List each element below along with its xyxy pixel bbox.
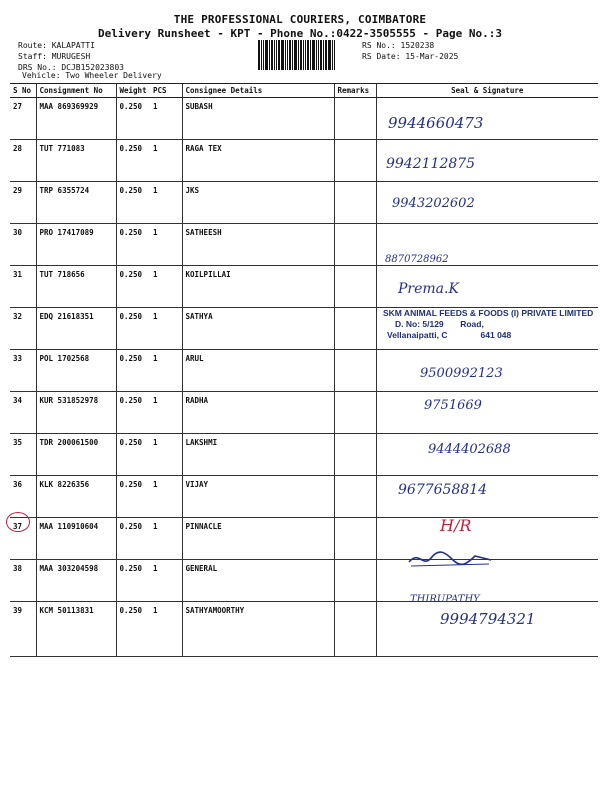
signature-row-34: 9751669 <box>424 398 482 413</box>
table-row <box>10 392 598 434</box>
cell-pcs: 1 <box>150 392 182 434</box>
cell-weight: 0.250 <box>116 560 150 602</box>
route-label: Route: KALAPATTI <box>18 41 96 50</box>
barcode-bar <box>292 40 293 70</box>
cell-remarks <box>334 434 376 476</box>
cell-sno: 38 <box>10 560 36 602</box>
cell-sno: 33 <box>10 350 36 392</box>
rs-date-label: RS Date: 15-Mar-2025 <box>362 52 459 61</box>
table-row <box>10 476 598 518</box>
cell-remarks <box>334 182 376 224</box>
cell-remarks <box>334 560 376 602</box>
cell-sno: 39 <box>10 602 36 657</box>
cell-remarks <box>334 140 376 182</box>
col-header-consignee: Consignee Details <box>182 84 334 98</box>
barcode-bar <box>332 40 333 70</box>
cell-consignment: TDR 200061500 <box>36 434 116 476</box>
cell-weight: 0.250 <box>116 224 150 266</box>
barcode-bar <box>294 40 297 70</box>
cell-consignee: KOILPILLAI <box>182 266 334 308</box>
cell-weight: 0.250 <box>116 266 150 308</box>
barcode-bar <box>316 40 317 70</box>
row-37-circle-mark <box>6 512 30 532</box>
cell-sno: 37 <box>10 518 36 560</box>
table-row <box>10 518 598 560</box>
stamp-line-1: SKM ANIMAL FEEDS & FOODS (I) PRIVATE LIMITED <box>383 308 594 318</box>
cell-pcs: 1 <box>150 224 182 266</box>
runsheet-table <box>10 83 598 657</box>
barcode-bar <box>278 40 280 70</box>
signature-row-39-phone: 9994794321 <box>440 610 536 628</box>
cell-pcs: 1 <box>150 182 182 224</box>
cell-consignment: KCM 50113831 <box>36 602 116 657</box>
staff-label: Staff: MURUGESH <box>18 52 91 61</box>
meta-left <box>18 40 124 73</box>
barcode-bar <box>312 40 315 70</box>
cell-consignment: PRO 17417089 <box>36 224 116 266</box>
table-header-row <box>10 84 598 98</box>
cell-sno: 35 <box>10 434 36 476</box>
cell-consignee: SATHYA <box>182 308 334 350</box>
cell-consignment: TRP 6355724 <box>36 182 116 224</box>
barcode-bar <box>285 40 286 70</box>
cell-weight: 0.250 <box>116 98 150 140</box>
signature-row-39-name: THIRUPATHY <box>410 594 480 605</box>
col-header-sno: S No <box>10 84 36 98</box>
cell-weight: 0.250 <box>116 602 150 657</box>
signature-row-30: 8870728962 <box>385 254 449 265</box>
cell-weight: 0.250 <box>116 140 150 182</box>
cell-pcs: 1 <box>150 434 182 476</box>
cell-pcs: 1 <box>150 476 182 518</box>
cell-remarks <box>334 266 376 308</box>
cell-pcs: 1 <box>150 518 182 560</box>
cell-sno: 36 <box>10 476 36 518</box>
cell-sno: 28 <box>10 140 36 182</box>
cell-weight: 0.250 <box>116 350 150 392</box>
table-row <box>10 266 598 308</box>
barcode-bar <box>300 40 302 70</box>
barcode-bar <box>298 40 299 70</box>
cell-remarks <box>334 476 376 518</box>
cell-consignee: RAGA TEX <box>182 140 334 182</box>
barcode <box>258 40 344 70</box>
cell-sno: 31 <box>10 266 36 308</box>
cell-consignee: JKS <box>182 182 334 224</box>
signature-row-33: 9500992123 <box>420 366 503 381</box>
table-row <box>10 560 598 602</box>
barcode-bar <box>276 40 277 70</box>
cell-consignment: MAA 303204598 <box>36 560 116 602</box>
table-row <box>10 98 598 140</box>
col-header-pcs: PCS <box>150 84 182 98</box>
cell-consignment: TUT 771083 <box>36 140 116 182</box>
barcode-bar <box>271 40 273 70</box>
signature-row-31: Prema.K <box>398 281 459 297</box>
barcode-bar <box>258 40 260 70</box>
cell-sno: 30 <box>10 224 36 266</box>
meta-right <box>362 40 458 62</box>
stamp-line-3: Vellanaipatti, C 641 048 <box>387 330 512 340</box>
cell-remarks <box>334 98 376 140</box>
cell-pcs: 1 <box>150 560 182 602</box>
table-row <box>10 182 598 224</box>
barcode-bar <box>307 40 309 70</box>
company-title: THE PROFESSIONAL COURIERS, COIMBATORE <box>173 13 427 26</box>
barcode-bar <box>334 40 335 70</box>
cell-remarks <box>334 392 376 434</box>
cell-weight: 0.250 <box>116 308 150 350</box>
signature-row-27: 9944660473 <box>388 114 484 132</box>
barcode-bar <box>269 40 270 70</box>
barcode-bar <box>325 40 327 70</box>
col-header-consignment: Consignment No <box>36 84 116 98</box>
cell-consignment: POL 1702568 <box>36 350 116 392</box>
rs-no-label: RS No.: 1520238 <box>362 41 435 50</box>
barcode-bar <box>263 40 264 70</box>
cell-pcs: 1 <box>150 266 182 308</box>
cell-consignee: SATHEESH <box>182 224 334 266</box>
cell-pcs: 1 <box>150 602 182 657</box>
cell-consignment: KUR 531852978 <box>36 392 116 434</box>
barcode-bar <box>287 40 288 70</box>
cell-sno: 29 <box>10 182 36 224</box>
cell-consignment: MAA 110910604 <box>36 518 116 560</box>
signature-row-38 <box>405 548 495 570</box>
cell-consignee: PINNACLE <box>182 518 334 560</box>
cell-consignee: VIJAY <box>182 476 334 518</box>
cell-consignee: LAKSHMI <box>182 434 334 476</box>
barcode-bar <box>261 40 262 70</box>
cell-consignment: TUT 718656 <box>36 266 116 308</box>
signature-row-29: 9943202602 <box>392 196 475 211</box>
signature-row-36: 9677658814 <box>398 482 488 498</box>
cell-consignee: SATHYAMOORTHY <box>182 602 334 657</box>
barcode-bar <box>289 40 291 70</box>
cell-pcs: 1 <box>150 350 182 392</box>
cell-consignee: SUBASH <box>182 98 334 140</box>
cell-sno: 27 <box>10 98 36 140</box>
cell-remarks <box>334 224 376 266</box>
col-header-remarks: Remarks <box>334 84 376 98</box>
cell-weight: 0.250 <box>116 476 150 518</box>
barcode-bar <box>323 40 324 70</box>
col-header-signature: Seal & Signature <box>376 84 598 98</box>
cell-consignee: RADHA <box>182 392 334 434</box>
cell-weight: 0.250 <box>116 392 150 434</box>
cell-consignment: MAA 869369929 <box>36 98 116 140</box>
cell-consignment: KLK 8226356 <box>36 476 116 518</box>
cell-remarks <box>334 350 376 392</box>
runsheet-subtitle: Delivery Runsheet - KPT - Phone No.:0422-3505555 - Page No.:3 <box>98 27 502 40</box>
barcode-bar <box>328 40 331 70</box>
signature-row-37: H/R <box>440 516 472 535</box>
barcode-bar <box>310 40 311 70</box>
company-stamp <box>383 308 593 341</box>
barcode-bar <box>265 40 268 70</box>
cell-sno: 34 <box>10 392 36 434</box>
cell-remarks <box>334 308 376 350</box>
cell-pcs: 1 <box>150 140 182 182</box>
cell-sno: 32 <box>10 308 36 350</box>
cell-consignment: EDQ 21618351 <box>36 308 116 350</box>
barcode-bar <box>305 40 306 70</box>
cell-weight: 0.250 <box>116 434 150 476</box>
barcode-bar <box>318 40 319 70</box>
col-header-weight: Weight <box>116 84 150 98</box>
table-row <box>10 140 598 182</box>
cell-consignee: ARUL <box>182 350 334 392</box>
table-row <box>10 350 598 392</box>
drs-label: DRS No.: DCJB152023803 <box>18 63 124 72</box>
vehicle-label: Vehicle: Two Wheeler Delivery <box>22 71 162 80</box>
cell-weight: 0.250 <box>116 182 150 224</box>
cell-weight: 0.250 <box>116 518 150 560</box>
cell-signature <box>376 392 598 434</box>
cell-pcs: 1 <box>150 308 182 350</box>
signature-row-35: 9444402688 <box>428 442 511 457</box>
signature-row-28: 9942112875 <box>386 156 476 172</box>
barcode-bar <box>320 40 322 70</box>
cell-consignee: GENERAL <box>182 560 334 602</box>
barcode-bar <box>274 40 275 70</box>
barcode-bar <box>281 40 284 70</box>
cell-remarks <box>334 518 376 560</box>
barcode-bar <box>303 40 304 70</box>
cell-pcs: 1 <box>150 98 182 140</box>
table-row <box>10 224 598 266</box>
cell-remarks <box>334 602 376 657</box>
stamp-line-2: D. No: 5/129 Road, <box>395 319 484 329</box>
